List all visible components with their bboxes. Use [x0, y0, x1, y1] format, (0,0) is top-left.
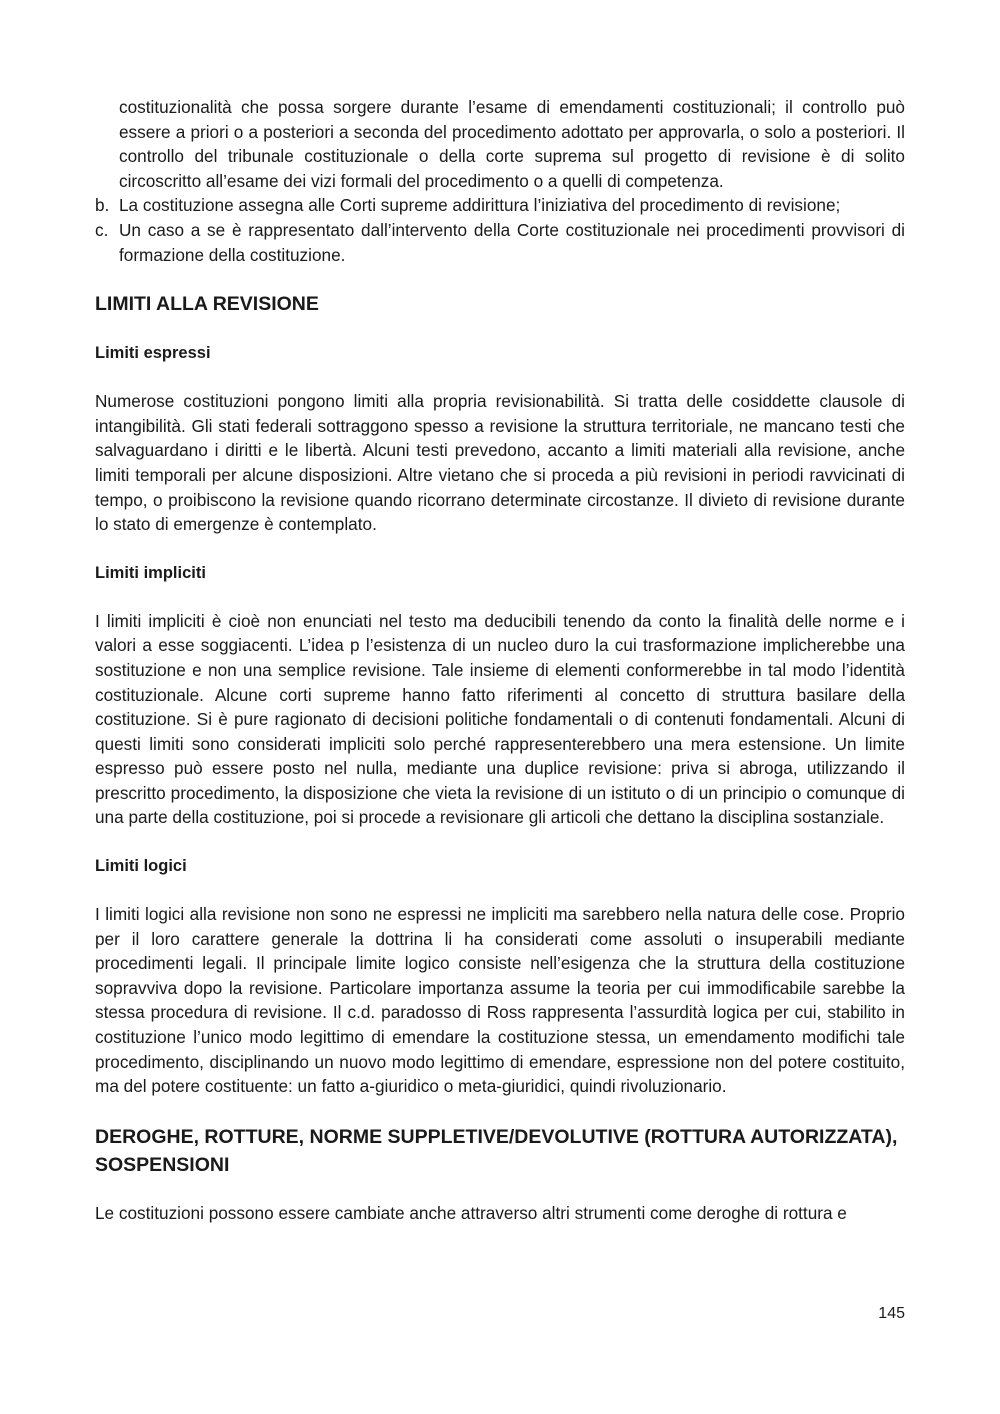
list-item-text: La costituzione assegna alle Corti supreme addirittura l’iniziativa del procedimento di revisione; — [119, 195, 841, 216]
paragraph-limiti-impliciti: I limiti impliciti è cioè non enunciati nel testo ma deducibili tenendo da conto la finalità delle norme e i valori a esse soggiacenti. L’idea p l’esistenza di un nucleo duro la cui trasformazione implicherebbe una sostituzione e non una semplice revisione. Tale insieme di elementi conformerebbe in tal modo l’identità costituzionale. Alcune corti supreme hanno fatto riferimenti al concetto di struttura basilare della costituzione. Si è pure ragionato di decisioni politiche fondamentali o di contenuti fondamentali. Alcuni di questi limiti sono considerati impliciti solo perché rappresenterebbero una mera estensione. Un limite espresso può essere posto nel nulla, mediante una duplice revisione: priva si abroga, utilizzando il prescritto procedimento, la disposizione che vieta la revisione di un istituto o di un principio o comunque di una parte della costituzione, poi si procede a revisionare gli articoli che dettano la disciplina sostanziale. — [95, 610, 905, 828]
section-heading-limiti: LIMITI ALLA REVISIONE — [95, 293, 319, 316]
list-item-text: costituzionalità che possa sorgere durante l’esame di emendamenti costituzionali; il controllo può essere a priori o a posteriori a seconda del procedimento adottato per approvarla, o solo a posteriori. Il controllo del tribunale costituzionale o della corte suprema sul progetto di revisione è di solito circoscritto all’esame dei vizi formali del procedimento o a quelli di competenza. — [119, 97, 905, 191]
list-item — [95, 218, 905, 267]
paragraph-deroghe: Le costituzioni possono essere cambiate anche attraverso altri strumenti come deroghe di rottura e — [95, 1202, 847, 1223]
subheading-limiti-impliciti: Limiti impliciti — [95, 563, 206, 582]
list-marker: b. — [95, 195, 110, 216]
document-page — [95, 95, 905, 1225]
subheading-limiti-espressi: Limiti espressi — [95, 344, 211, 363]
list-marker: c. — [95, 219, 109, 240]
list-item — [95, 193, 905, 218]
paragraph-limiti-logici: I limiti logici alla revisione non sono ne espressi ne impliciti ma sarebbero nella natura delle cose. Proprio per il loro carattere generale la dottrina li ha considerati come assoluti o insuperabili mediante procedimenti legali. Il principale limite logico consiste nell’esigenza che la struttura della costituzione sopravviva dopo la revisione. Particolare importanza assume la teoria per cui immodificabile sarebbe la stessa procedura di revisione. Il c.d. paradosso di Ross rappresenta l’assurdità logica per cui, stabilito in costituzione l’unico modo legittimo di emendare la costituzione stessa, un emendamento modifichi tale procedimento, disciplinando un nuovo modo legittimo di emendare, espressione non del potere costituito, ma del potere costituente: un fatto a-giuridico o meta-giuridici, quindi rivoluzionario. — [95, 904, 905, 1097]
list-item-text: Un caso a se è rappresentato dall’intervento della Corte costituzionale nei procedimenti provvisori di formazione della costituzione. — [119, 219, 905, 265]
page-number: 145 — [878, 1305, 905, 1322]
list-item — [95, 95, 905, 193]
paragraph-limiti-espressi: Numerose costituzioni pongono limiti alla propria revisionabilità. Si tratta delle cosiddette clausole di intangibilità. Gli stati federali sottraggono spesso a revisione la struttura territoriale, ne mancano testi che salvaguardano i diritti e le libertà. Alcuni testi prevedono, accanto a limiti materiali alla revisione, anche limiti temporali per alcune disposizioni. Altre vietano che si proceda a più revisioni in periodi ravvicinati di tempo, o proibiscono la revisione quando ricorrano determinate circostanze. Il divieto di revisione durante lo stato di emergenze è contemplato. — [95, 391, 905, 535]
subheading-limiti-logici: Limiti logici — [95, 857, 187, 876]
section-heading-deroghe: DEROGHE, ROTTURE, NORME SUPPLETIVE/DEVOLUTIVE (ROTTURA AUTORIZZATA), SOSPENSIONI — [95, 1125, 898, 1176]
revision-control-list — [95, 95, 905, 267]
